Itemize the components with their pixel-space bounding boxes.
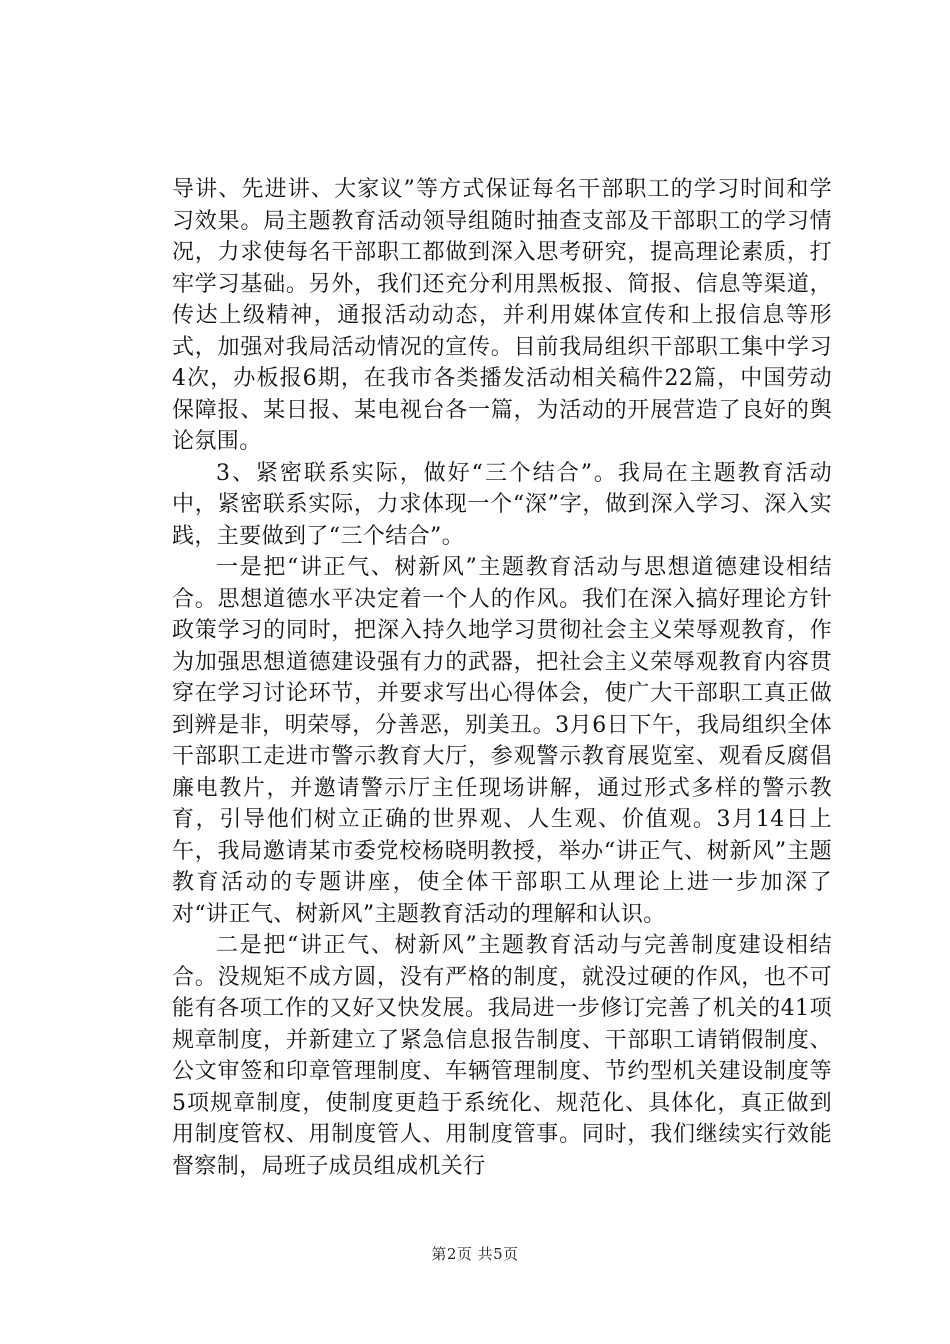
page-footer: 第2页 共5页 — [431, 1245, 519, 1263]
paragraph-moral-construction: 一是把“讲正气、树新风”主题教育活动与思想道德建设相结合。思想道德水平决定着一个人的作风。我们在深入搞好理论方针政策学习的同时，把深入持久地学习贯彻社会主义荣辱观教育，作为加强思想道德建设强有力的武器，把社会主义荣辱观教育内容贯穿在学习讨论环节，并要求写出心得体会，使广大干部职工真正做到辨是非，明荣辱，分善恶，别美丑。3月6日下午，我局组织全体干部职工走进市警示教育大厅，参观警示教育展览室、观看反腐倡廉电教片，并邀请警示厅主任现场讲解，通过形式多样的警示教育，引导他们树立正确的世界观、人生观、价值观。3月14日上午，我局邀请某市委党校杨晓明教授，举办“讲正气、树新风”主题教育活动的专题讲座，使全体干部职工从理论上进一步加深了对“讲正气、树新风”主题教育活动的理解和认识。 — [172, 555, 832, 927]
paragraph-system-construction: 二是把“讲正气、树新风”主题教育活动与完善制度建设相结合。没规矩不成方圆，没有严格的制度，就没过硬的作风，也不可能有各项工作的又好又快发展。我局进一步修订完善了机关的41项规章制度，并新建立了紧急信息报告制度、干部职工请销假制度、公文审签和印章管理制度、车辆管理制度、节约型机关建设制度等5项规章制度，使制度更趋于系统化、规范化、具体化，真正做到用制度管权、用制度管人、用制度管事。同时，我们继续实行效能督察制，局班子成员组成机关行 — [172, 933, 832, 1179]
body-text — [172, 174, 832, 1182]
paragraph-study-methods: 导讲、先进讲、大家议”等方式保证每名干部职工的学习时间和学习效果。局主题教育活动领导组随时抽查支部及干部职工的学习情况，力求使每名干部职工都做到深入思考研究，提高理论素质，打牢学习基础。另外，我们还充分利用黑板报、简报、信息等渠道，传达上级精神，通报活动动态，并利用媒体宣传和上报信息等形式，加强对我局活动情况的宣传。目前我局组织干部职工集中学习4次，办板报6期，在我市各类播发活动相关稿件22篇，中国劳动保障报、某日报、某电视台各一篇，为活动的开展营造了良好的舆论氛围。 — [172, 177, 832, 454]
paragraph-three-combinations: 3、紧密联系实际，做好“三个结合”。我局在主题教育活动中，紧密联系实际，力求体现一个“深”字，做到深入学习、深入实践，主要做到了“三个结合”。 — [172, 460, 832, 549]
